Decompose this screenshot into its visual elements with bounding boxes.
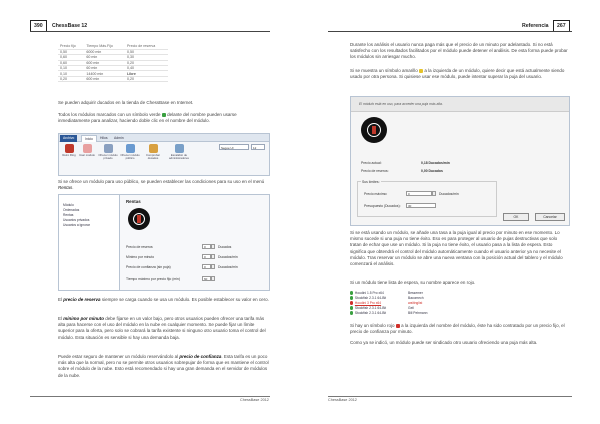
limits-group [357, 181, 497, 217]
paragraph-text: El [58, 297, 63, 302]
max-price-input[interactable]: 0 [406, 191, 432, 196]
limits-title: Sus límites: [362, 180, 380, 184]
dialog-banner [351, 97, 570, 112]
ribbon-button-use-engine[interactable] [78, 143, 96, 169]
status-icon [350, 291, 353, 294]
current-price-value: 0,18 Ducados/min [421, 161, 450, 165]
table-header-cell: Precio de reserva [125, 44, 168, 49]
field-label: Precio de reserva [126, 245, 153, 249]
engine-name: Stockfish 2.3.1 64-Bit [354, 296, 387, 300]
paragraph-green-symbol [58, 112, 268, 124]
status-icon [350, 311, 353, 314]
max-price-spinner[interactable] [432, 191, 436, 196]
term: precio de reserva [63, 297, 101, 302]
left-page-number: 390 [30, 20, 47, 32]
ribbon-screenshot [58, 133, 270, 176]
ribbon-button-label: Comprobar ducados [146, 153, 160, 161]
field-unit: Ducados/min [218, 255, 238, 259]
right-footer-rule [328, 396, 572, 397]
table-cell: 14400 min [84, 71, 125, 76]
paragraph-text: El [58, 316, 63, 321]
tab-admin[interactable]: Admin [114, 136, 124, 140]
budget-input[interactable]: 30 [406, 203, 436, 208]
ribbon-button-label: Escalafón de administradores [169, 153, 189, 161]
engine-name: Stockfish 2.3.1 64-Bit [354, 311, 387, 315]
reserve-price-spinner[interactable] [211, 244, 215, 249]
table-header-cell: Tiempo Más.Fijo [84, 44, 125, 49]
chessbase-logo-icon [128, 208, 150, 230]
public-engine-icon [126, 144, 135, 153]
table-cell: 0,60 [58, 60, 84, 65]
paragraph-text: Si se ofrece un módulo para uso público, se pueden establecer las condiciones para su uso en el menú [58, 179, 265, 184]
ring-icon [65, 144, 74, 153]
paragraph-text: a la izquierda del nombre del módulo, éste ha sido contratado por un precio fijo, el precio de confianza por minuto. [350, 323, 565, 335]
chessbase-logo-icon [361, 117, 387, 143]
dialog-title: Rentas [126, 199, 141, 204]
current-price-label: Precio actual: [361, 161, 382, 165]
table-cell: 0,10 [58, 66, 84, 71]
rentas-dialog [58, 194, 270, 291]
ribbon-button-retro-ring[interactable] [60, 143, 78, 169]
max-fixed-time-spinner[interactable] [211, 276, 215, 281]
tab-file[interactable]: Archivo [60, 135, 77, 142]
ribbon-button-label: Ofrecer módulo público [120, 153, 140, 161]
paragraph-text: delante del nombre pueden usarse inmediatamente para analizar, haciendo doble clic en el nombre del módulo. [58, 112, 237, 124]
right-footer: ChessBase 2012 [328, 398, 357, 402]
term: precio de confianza [179, 354, 222, 359]
dialog-banner-text: El módulo está en uso, para acceder una puja más alta. [359, 102, 443, 106]
paragraph-red-symbol [350, 323, 568, 335]
engine-icon [83, 144, 92, 153]
paragraph-text: Todos los módulos marcados con un símbolo verde [58, 112, 161, 117]
status-icon [350, 301, 353, 304]
green-engine-icon [162, 113, 166, 117]
table-row [58, 76, 168, 81]
table-cell: 0,50 [58, 49, 84, 54]
bid-dialog [350, 96, 570, 226]
trust-price-spinner[interactable] [211, 264, 215, 269]
right-running-title: Referencia [522, 23, 549, 29]
paragraph-text: Puede estar seguro de mantener un módulo reservándolo al [58, 354, 179, 359]
engine-owner: Bill Pehmann [408, 311, 428, 315]
paragraph-text: Si hay un símbolo rojo [350, 323, 395, 328]
right-header-rule [328, 31, 572, 32]
max-price-label: Precio máximo: [364, 192, 388, 196]
paragraph-reserve-price [58, 297, 270, 303]
private-engine-icon [104, 144, 113, 153]
dialog-menu-item[interactable]: Módulo [63, 203, 74, 207]
table-cell: Libre [125, 71, 168, 76]
ribbon-button-check-ducats[interactable] [143, 143, 163, 169]
ribbon-button-admin-ranking[interactable] [166, 143, 192, 169]
engine-name: Houdini 1.5 Pro x64 [354, 291, 384, 295]
table-cell: 0,20 [58, 76, 84, 81]
paragraph-bid-fee: Si se está usando un módulo, se añade una tasa a la puja igual al precio por minuto en ese momento. Lo mismo sucede si una puja no tiene éxito. Eso es para proteger al usuario de pujas destructivas que solo tratan de echar que use un módulo. Si la puja no tiene éxito, el usuario pasa a la lista de espera. Esto significa que obtendrá el control del módulo automáticamente cuando el usuario anterior ya no necesite el módulo. Tras reservar un módulo se abre una nueva ventana con la posición actual del tablero y el módulo comenzará el análisis. [350, 230, 563, 267]
paragraph-min-per-minute [58, 316, 270, 341]
table-cell: 600 min [84, 76, 125, 81]
right-page [300, 0, 600, 424]
paragraph-trust-price [58, 354, 270, 379]
dialog-menu-item[interactable]: Ordenados [63, 208, 80, 212]
engine-name: Houdini 3 Pro x64 [354, 301, 382, 305]
ribbon-button-private-engine[interactable] [98, 143, 118, 169]
left-footer-rule [30, 396, 270, 397]
min-per-minute-spinner[interactable] [211, 254, 215, 259]
table-cell: 0,10 [58, 71, 84, 76]
table-cell: 6000 min [84, 49, 125, 54]
engine-owner: Bessemer [408, 291, 423, 295]
field-label: Precio de confianza (sin puja) [126, 265, 171, 269]
table-cell: 0,50 [125, 49, 168, 54]
field-label: Mínimo por minuto [126, 255, 155, 259]
ribbon-button-public-engine[interactable] [120, 143, 140, 169]
paragraph-text: siempre se carga cuando se usa un módulo. Es posible establecer su valor en cero. [101, 297, 269, 302]
paragraph-public-engine: Si se ofrece un módulo para uso público, se pueden establecer las condiciones para su uso en el menú Rentas. [58, 179, 265, 191]
table-cell: 0,40 [125, 66, 168, 71]
paragraph-buy-ducats: Se pueden adquirir ducados en la tienda de ChessBase en Internet. [58, 100, 194, 105]
dialog-content [119, 195, 270, 291]
table-cell: 60 min [84, 55, 125, 60]
table-cell: 0,20 [125, 60, 168, 65]
ranking-icon [175, 144, 184, 153]
status-icon [350, 296, 353, 299]
ok-button[interactable]: OK [503, 213, 529, 221]
paragraph-text: . Esta tarifa es un poco más alta que la normal, pero no se permite otros usuarios sobrepujar de forma que es mantiene el control sobre el módulo de la nube. Esto está recomendado si hay una gran demanda en el servidor de módulos de la nube. [58, 354, 269, 378]
paragraph-outbid: Como ya se indicó, un módulo puede ser sindicado otro usuario ofreciendo una puja más alta. [350, 340, 538, 345]
font-select[interactable]: Segoe UI [219, 144, 249, 150]
trust-price-input[interactable]: 0 [202, 264, 211, 269]
table-cell: 0,30 [125, 55, 168, 60]
cancel-button[interactable]: Cancelar [535, 213, 565, 221]
reserve-price-input[interactable]: 0 [202, 244, 211, 249]
tab-home[interactable]: Inicio [81, 135, 97, 142]
reserve-price-value: 0,00 Ducados [421, 169, 443, 173]
paragraph-waiting-list: Si un módulo tiene lista de espera, su nombre aparece en rojo. [350, 280, 476, 285]
ribbon-button-label: Retro Ring [62, 153, 76, 157]
red-engine-icon [396, 324, 400, 328]
table-cell: 0,20 [125, 76, 168, 81]
term: mínimo por minuto [63, 316, 105, 321]
paragraph-yellow-symbol [350, 68, 568, 80]
table-cell: 0,60 [58, 55, 84, 60]
tab-threads[interactable]: Hilos [100, 136, 108, 140]
engine-owner: waitinglist [408, 301, 423, 305]
status-icon [350, 306, 353, 309]
budget-label: Presupuesto (Ducados): [364, 204, 401, 208]
dialog-menu-item[interactable]: Usuarios a ignorar [63, 223, 90, 227]
right-page-number: 267 [553, 20, 570, 32]
ribbon-button-label: Usar módulo [79, 153, 95, 157]
engine-owner: Geil [408, 306, 414, 310]
table-cell: 600 min [84, 60, 125, 65]
field-label: Tiempo máximo por precio fijo (min) [126, 277, 180, 281]
max-fixed-time-input[interactable]: 60 [202, 276, 211, 281]
max-price-unit: Ducados/min [439, 192, 459, 196]
left-running-title: ChessBase 12 [52, 23, 88, 29]
reserve-price-label: Precio de reserva: [361, 169, 389, 173]
paragraph-text: Si se muestra un símbolo amarillo [350, 68, 418, 73]
table-header-cell: Precio fijo [58, 44, 84, 49]
table-cell: 60 min [84, 66, 125, 71]
engine-list [350, 291, 430, 316]
dialog-menu-item[interactable]: Usuarios privados [63, 218, 90, 222]
size-select[interactable]: 12 [251, 144, 265, 150]
ribbon-button-label: Ofrecer módulo privado [98, 153, 118, 161]
paragraph-text: debe fijarse en un valor bajo, pero otros usuarios pueden ofrecer una tarifa más alta para hacerse con el uso del módulo en la nube en cualquier momento. Se puede fijar un límite superior para la oferta, pero solo se cobrará la tarifa existente si ninguno otro usuario toma el control del módulo. Esta situación es sensible si hay una demanda baja. [58, 316, 266, 340]
left-footer: ChessBase 2012 [240, 398, 269, 402]
menu-reference: Rentas [58, 185, 73, 191]
dialog-menu-item[interactable]: Rentas [63, 213, 74, 217]
price-table [58, 44, 168, 82]
left-header-rule [30, 31, 270, 32]
paragraph-analysis-cost: Durante los análisis el usuario nunca paga más que el precio de un minuto por adelantado. Si no está satisfecho con los resultados facilitados por el módulo puede detener el análisis. De esta forma puede probar los módulos sin arriesgar mucho. [350, 42, 568, 60]
list-item[interactable] [350, 311, 430, 316]
engine-name: Stockfish 2.3.1 64-Bit [354, 306, 387, 310]
ribbon-tabbar [59, 134, 269, 142]
paragraph-text: a la izquierda de un módulo, quiere decir que está actualmente siendo usado por otra persona. Si quisiese usar ese módulo, puede intentar superar la puja del usuario. [350, 68, 565, 80]
coins-icon [149, 144, 158, 153]
dialog-menu [63, 203, 90, 228]
field-unit: Ducados [218, 245, 232, 249]
min-per-minute-input[interactable]: 0 [202, 254, 211, 259]
engine-owner: Bacomech [408, 296, 424, 300]
yellow-engine-icon [419, 69, 423, 73]
field-unit: Ducados/min [218, 265, 238, 269]
